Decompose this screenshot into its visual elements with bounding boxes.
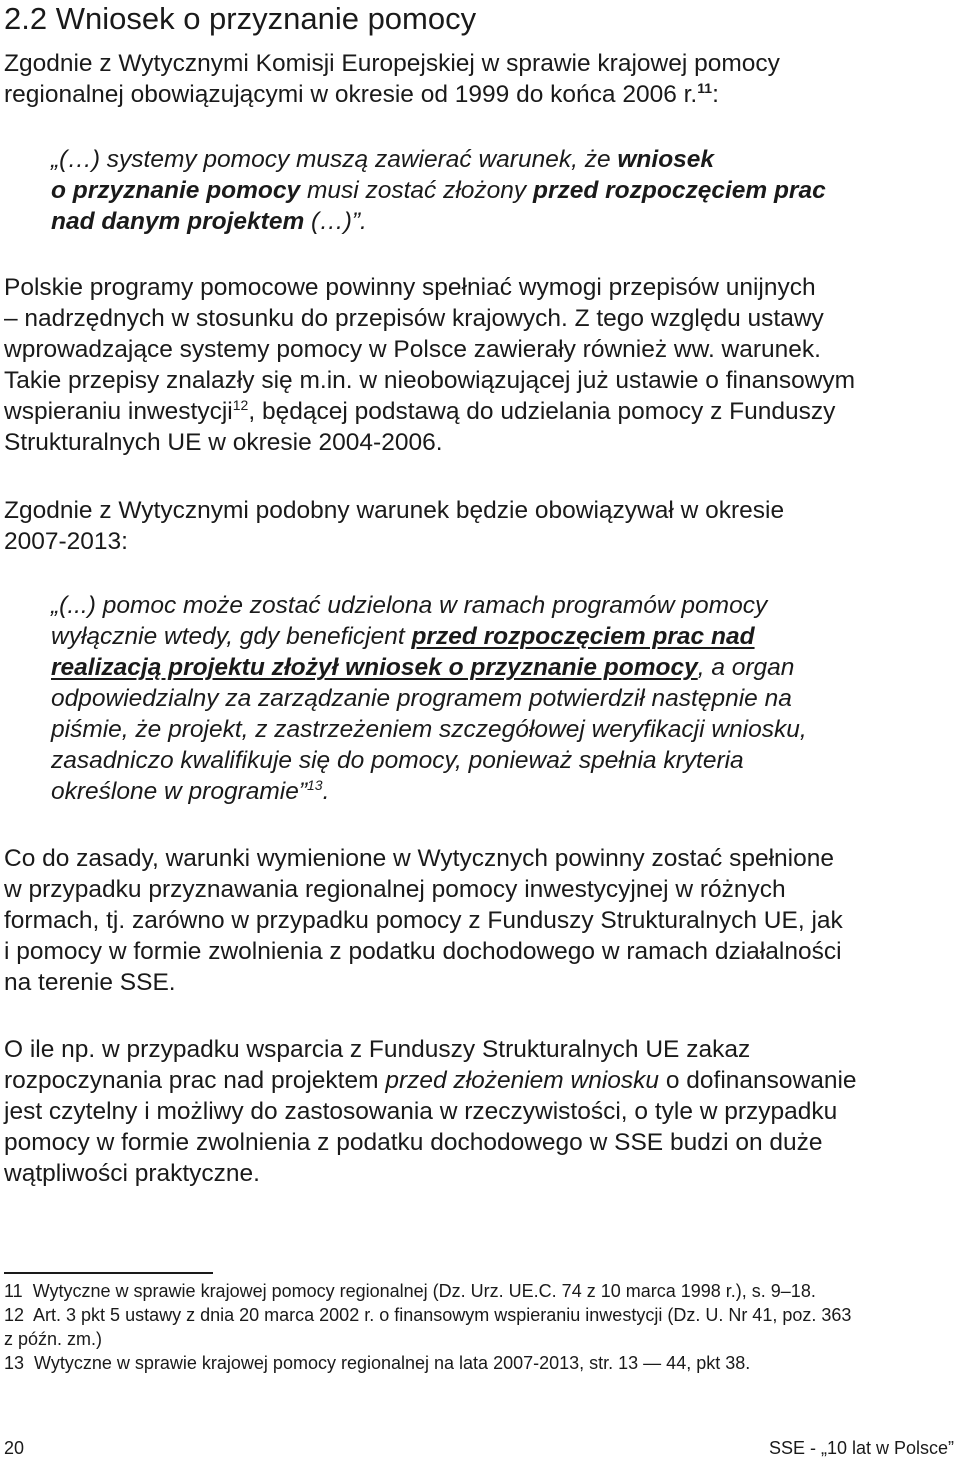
text-line: nad danym projektem (…)”. [51,208,367,235]
text-line: wspieraniu inwestycji$^{12}$, będącej podstawą do udzielania pomocy z Funduszy [4,396,836,425]
text-line: o przyznanie pomocy musi zostać złożony przed rozpoczęciem prac [51,177,826,204]
text-line: regionalnej obowiązującymi w okresie od 1999 do końca 2006 r.$^{11}$: [4,79,719,108]
text-line: rozpoczynania prac nad projektem przed złożeniem wniosku o dofinansowanie [4,1067,857,1094]
text-line: „(...) pomoc może zostać udzielona w ramach programów pomocy [51,592,768,619]
paragraph-doubts [4,1034,954,1189]
text-line: wątpliwości praktyczne. [4,1160,260,1187]
running-title: SSE - „10 lat w Polsce” [768,1438,954,1458]
paragraph-guidelines-2007 [4,495,954,557]
footnote-13: 13 Wytyczne w sprawie krajowej pomocy regionalnej na lata 2007-2013, str. 13 — 44, pkt 38. [4,1353,751,1373]
text-line: Polskie programy pomocowe powinny spełniać wymogi przepisów unijnych [4,274,816,301]
footnote-ref-13[interactable]: 13 [307,776,323,793]
footnote-12-continued: z późn. zm.) [4,1329,103,1349]
text-line: – nadrzędnych w stosunku do przepisów krajowych. Z tego względu ustawy [4,305,824,332]
text-line: pomocy w formie zwolnienia z podatku dochodowego w SSE budzi on duże [4,1129,823,1156]
text-line: w przypadku przyznawania regionalnej pomocy inwestycyjnej w różnych [4,876,786,903]
text-line: „(…) systemy pomocy muszą zawierać warunek, że wniosek [51,146,715,173]
text-line: 2007-2013: [4,528,128,555]
text-line: Takie przepisy znalazły się m.in. w nieobowiązującej już ustawie o finansowym [4,367,856,394]
text-line: Strukturalnych UE w okresie 2004-2006. [4,429,443,456]
text-line: piśmie, że projekt, z zastrzeżeniem szczegółowej weryfikacji wniosku, [51,716,807,743]
paragraph-intro [4,48,954,110]
text-line: określone w programie”$^{13}$. [51,776,330,805]
text-line: zasadniczo kwalifikuje się do pomocy, ponieważ spełnia kryteria [51,747,744,774]
quote-1 [51,144,951,237]
text-line: jest czytelny i możliwy do zastosowania w rzeczywistości, o tyle w przypadku [4,1098,838,1125]
text-line: wprowadzające systemy pomocy w Polsce zawierały również ww. warunek. [4,336,821,363]
text-line: Zgodnie z Wytycznymi Komisji Europejskiej w sprawie krajowej pomocy [4,50,780,77]
footnotes [4,1279,959,1375]
quote-2 [51,590,951,807]
text-line: formach, tj. zarówno w przypadku pomocy z Funduszy Strukturalnych UE, jak [4,907,843,934]
text-line: realizacją projektu złożył wniosek o przyznanie pomocy, a organ [51,654,795,681]
footnote-divider [4,1272,213,1274]
text-line: na terenie SSE. [4,969,176,996]
footnote-12: 12 Art. 3 pkt 5 ustawy z dnia 20 marca 2002 r. o finansowym wspieraniu inwestycji (Dz. U. Nr 41, poz. 363 [4,1305,852,1325]
footnote-ref-11[interactable]: 11 [697,79,713,96]
text-line: wyłącznie wtedy, gdy beneficjent przed rozpoczęciem prac nad [51,623,755,650]
page-number: 20 [4,1438,25,1458]
text-line: Co do zasady, warunki wymienione w Wytycznych powinny zostać spełnione [4,845,834,872]
text-line: O ile np. w przypadku wsparcia z Funduszy Strukturalnych UE zakaz [4,1036,751,1063]
paragraph-polish-programs [4,272,954,458]
text-line: Zgodnie z Wytycznymi podobny warunek będzie obowiązywał w okresie [4,497,785,524]
text-line: odpowiedzialny za zarządzanie programem potwierdził następnie na [51,685,792,712]
text-line: i pomocy w formie zwolnienia z podatku dochodowego w ramach działalności [4,938,842,965]
paragraph-principle [4,843,954,998]
footnote-11: 11 Wytyczne w sprawie krajowej pomocy regionalnej (Dz. Urz. UE.C. 74 z 10 marca 1998 r.), s. 9–18. [4,1281,816,1301]
section-heading: 2.2 Wniosek o przyznanie pomocy [4,1,477,36]
footnote-ref-12[interactable]: 12 [232,396,249,413]
